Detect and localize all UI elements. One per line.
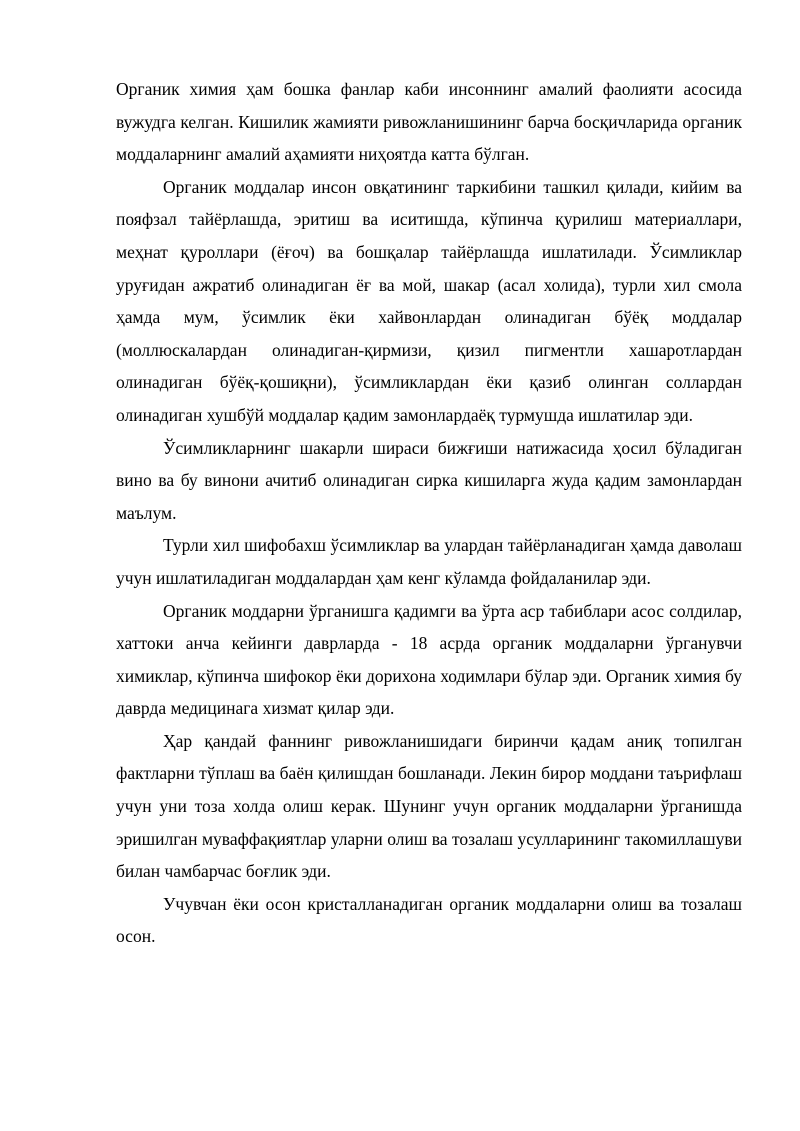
paragraph-7: Учувчан ёки осон кристалланадиган органик моддаларни олиш ва тозалаш осон. (116, 893, 742, 947)
paragraph-3: Ўсимликларнинг шакарли шираси бижғиши натижасида ҳосил бўладиган вино ва бу винони ачитиб олинадиган сирка кишиларга жуда қадим замонлардан маълум. (116, 437, 742, 523)
body-text (116, 73, 742, 953)
paragraph-1: Органик химия ҳам бошка фанлар каби инсоннинг амалий фаолияти асосида вужудга келган. Кишилик жамияти ривожланишининг барча босқичларида органик моддаларнинг амалий аҳамияти ниҳоятда катта бўлган. (116, 79, 742, 165)
paragraph-5: Органик моддарни ўрганишга қадимги ва ўрта аср табиблари асос солдилар, хаттоки анча кейинги даврларда - 18 асрда органик моддаларни ўрганувчи химиклар, кўпинча шифокор ёки дорихона ходимлари бўлар эди. Органик химия бу даврда медицинага хизмат қилар эди. (116, 600, 742, 719)
paragraph-6: Ҳар қандай фаннинг ривожланишидаги биринчи қадам аниқ топилган фактларни тўплаш ва баён қилишдан бошланади. Лекин бирор моддани таърифлаш учун уни тоза холда олиш керак. Шунинг учун органик моддаларни ўрганишда эришилган муваффақиятлар уларни олиш ва тозалаш усулларининг такомиллашуви билан чамбарчас боғлик эди. (116, 730, 742, 882)
paragraph-2: Органик моддалар инсон овқатининг таркибини ташкил қилади, кийим ва пояфзал тайёрлашда, эритиш ва иситишда, кўпинча қурилиш материаллари, меҳнат қуроллари (ёғоч) ва бошқалар тайёрлашда ишлатилади. Ўсимликлар уруғидан ажратиб олинадиган ёғ ва мой, шакар (асал холида), турли хил смола ҳамда мум, ўсимлик ёки хайвонлардан олинадиган бўёқ моддалар (моллюскалардан олинадиган-қирмизи, қизил пигментли хашаротлардан олинадиган бўёқ-қошиқни), ўсимликлардан ёки қазиб олинган соллардан олинадиган хушбўй моддалар қадим замонлардаёқ турмушда ишлатилар эди. (116, 176, 742, 425)
paragraph-4: Турли хил шифобахш ўсимликлар ва улардан тайёрланадиган ҳамда даволаш учун ишлатиладиган моддалардан ҳам кенг кўламда фойдаланилар эди. (116, 535, 742, 588)
